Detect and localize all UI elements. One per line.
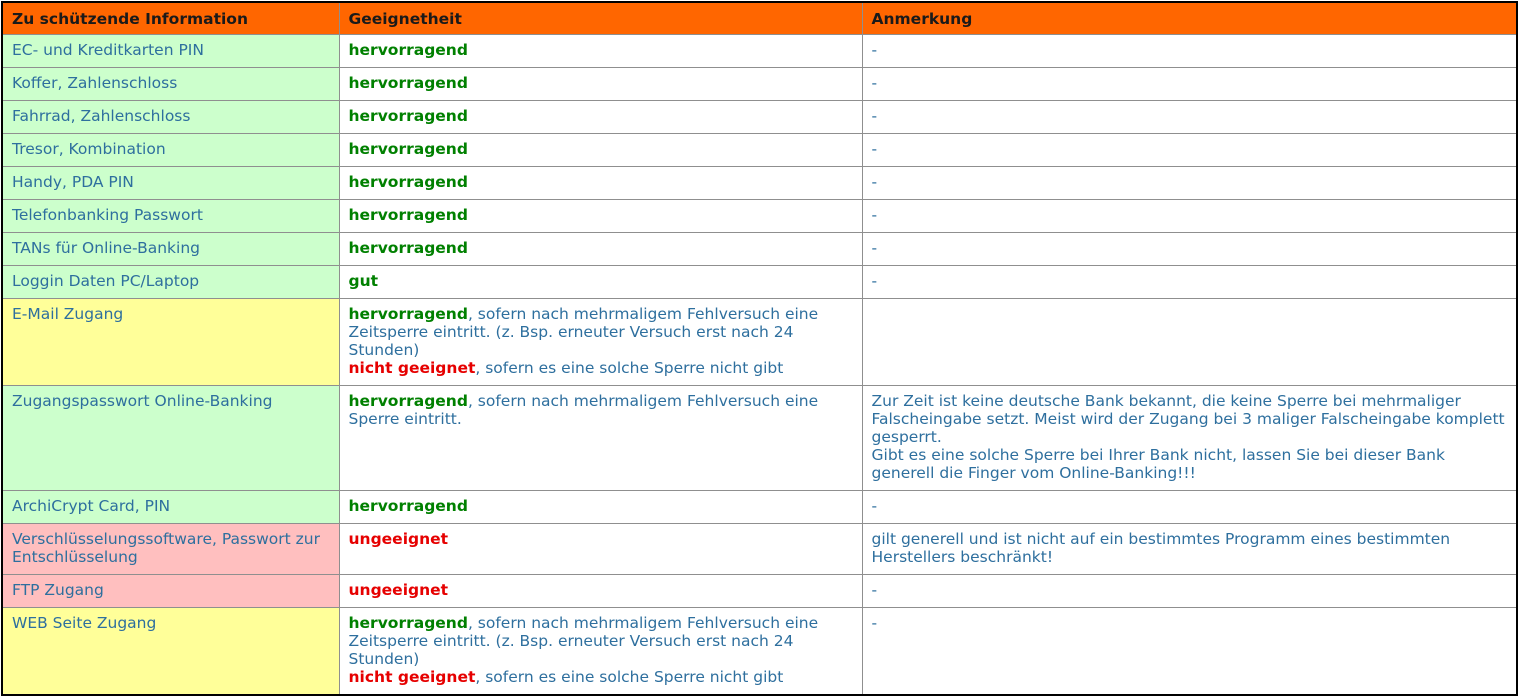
row-suitability (339, 574, 862, 607)
header-suitability: Geeignetheit (339, 2, 862, 35)
table-row (2, 68, 1517, 101)
suitability-rating: hervorragend (348, 74, 468, 92)
table-row (2, 101, 1517, 134)
row-suitability (339, 491, 862, 524)
row-suitability (339, 167, 862, 200)
row-note: - (862, 167, 1517, 200)
row-info: Telefonbanking Passwort (2, 200, 339, 233)
row-note (862, 299, 1517, 386)
row-suitability (339, 101, 862, 134)
row-info: Fahrrad, Zahlenschloss (2, 101, 339, 134)
note-paragraph: Zur Zeit ist keine deutsche Bank bekannt, die keine Sperre bei mehrmaliger Falscheingabe setzt. Meist wird der Zugang bei 3 maliger Falscheingabe komplett gesperrt. (871, 392, 1505, 447)
row-info: Verschlüsselungssoftware, Passwort zur Entschlüsselung (2, 524, 339, 575)
row-info: EC- und Kreditkarten PIN (2, 35, 339, 68)
row-info: Tresor, Kombination (2, 134, 339, 167)
table-row (2, 35, 1517, 68)
row-info: Koffer, Zahlenschloss (2, 68, 339, 101)
table-row (2, 524, 1517, 575)
row-note: gilt generell und ist nicht auf ein bestimmtes Programm eines bestimmten Herstellers beschränkt! (862, 524, 1517, 575)
header-info: Zu schützende Information (2, 2, 339, 35)
table-row (2, 167, 1517, 200)
suitability-rating: hervorragend (348, 613, 468, 632)
note-paragraph: Gibt es eine solche Sperre bei Ihrer Bank nicht, lassen Sie bei dieser Bank generell die Finger vom Online-Banking!!! (871, 446, 1445, 483)
row-info: TANs für Online-Banking (2, 233, 339, 266)
suitability-negative-condition: , sofern es eine solche Sperre nicht gibt (475, 359, 784, 377)
row-note: - (862, 35, 1517, 68)
row-suitability (339, 200, 862, 233)
suitability-rating: hervorragend (348, 305, 468, 323)
row-info: FTP Zugang (2, 574, 339, 607)
row-suitability (339, 35, 862, 68)
row-suitability (339, 386, 862, 491)
suitability-rating: hervorragend (348, 173, 468, 191)
row-info: Handy, PDA PIN (2, 167, 339, 200)
suitability-rating: hervorragend (348, 392, 468, 411)
row-suitability (339, 524, 862, 575)
table-row (2, 200, 1517, 233)
row-suitability (339, 68, 862, 101)
table-row (2, 266, 1517, 299)
suitability-rating: hervorragend (348, 497, 468, 516)
suitability-rating: ungeeignet (348, 530, 449, 549)
suitability-condition: , sofern nach mehrmaligem Fehlversuch eine Sperre eintritt. (348, 392, 819, 429)
row-note: - (862, 101, 1517, 134)
row-note: - (862, 233, 1517, 266)
row-note: - (862, 200, 1517, 233)
row-info: E-Mail Zugang (2, 299, 339, 386)
suitability-rating: ungeeignet (348, 580, 449, 599)
row-info: WEB Seite Zugang (2, 607, 339, 695)
suitability-condition: , sofern nach mehrmaligem Fehlversuch eine Zeitsperre eintritt. (z. Bsp. erneuter Versuch erst nach 24 Stunden) (348, 613, 819, 668)
suitability-rating: hervorragend (348, 41, 468, 59)
header-note: Anmerkung (862, 2, 1517, 35)
row-suitability (339, 134, 862, 167)
row-note: - (862, 574, 1517, 607)
row-note: - (862, 607, 1517, 695)
row-info: Loggin Daten PC/Laptop (2, 266, 339, 299)
table-row (2, 233, 1517, 266)
suitability-condition: , sofern nach mehrmaligem Fehlversuch eine Zeitsperre eintritt. (z. Bsp. erneuter Versuch erst nach 24 Stunden) (348, 305, 819, 359)
row-note: - (862, 134, 1517, 167)
suitability-rating: hervorragend (348, 206, 468, 224)
table-row (2, 574, 1517, 607)
row-note: - (862, 68, 1517, 101)
table-row (2, 134, 1517, 167)
suitability-rating: hervorragend (348, 239, 468, 257)
row-suitability (339, 266, 862, 299)
row-note: - (862, 491, 1517, 524)
table-row (2, 491, 1517, 524)
table-row (2, 299, 1517, 386)
row-note: - (862, 266, 1517, 299)
suitability-negative-condition: , sofern es eine solche Sperre nicht gibt (475, 667, 784, 686)
suitability-rating: hervorragend (348, 140, 468, 158)
security-suitability-table (1, 1, 1518, 696)
table-header-row (2, 2, 1517, 35)
suitability-negative-rating: nicht geeignet (348, 359, 476, 377)
row-suitability (339, 299, 862, 386)
row-info: ArchiCrypt Card, PIN (2, 491, 339, 524)
suitability-rating: gut (348, 272, 379, 290)
suitability-rating: hervorragend (348, 107, 468, 125)
row-note (862, 386, 1517, 491)
row-suitability (339, 233, 862, 266)
row-suitability (339, 607, 862, 695)
table-row (2, 607, 1517, 695)
table-row (2, 386, 1517, 491)
suitability-negative-rating: nicht geeignet (348, 667, 476, 686)
row-info: Zugangspasswort Online-Banking (2, 386, 339, 491)
